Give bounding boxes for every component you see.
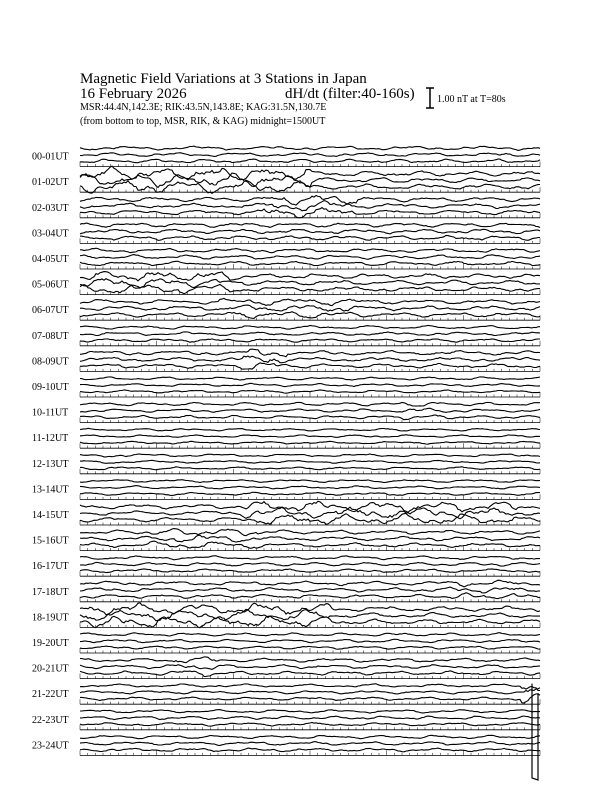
trace-rik bbox=[80, 408, 540, 412]
trace-kag bbox=[80, 146, 540, 150]
hour-row bbox=[32, 529, 540, 551]
trace-spike bbox=[532, 684, 538, 780]
hour-label: 13-14UT bbox=[32, 484, 69, 496]
station-coordinates: MSR:44.4N,142.3E; RIK:43.5N,143.8E; KAG:31.5N,130.7E bbox=[80, 102, 327, 113]
hour-row bbox=[32, 146, 540, 167]
hour-label: 17-18UT bbox=[32, 586, 69, 598]
hour-label: 08-09UT bbox=[32, 356, 69, 368]
trace-kag bbox=[80, 248, 540, 253]
hour-row bbox=[32, 248, 540, 269]
trace-rik bbox=[80, 486, 540, 489]
trace-rik bbox=[80, 665, 540, 670]
hour-row bbox=[32, 349, 540, 371]
hour-label: 20-21UT bbox=[32, 663, 69, 675]
hour-row bbox=[32, 603, 540, 628]
trace-rik bbox=[80, 201, 540, 211]
hour-row bbox=[32, 633, 540, 653]
trace-msr bbox=[80, 312, 540, 319]
trace-kag bbox=[80, 633, 540, 636]
hour-row bbox=[32, 710, 540, 730]
hour-label: 14-15UT bbox=[32, 510, 69, 521]
trace-rik bbox=[80, 229, 540, 234]
trace-rik bbox=[80, 383, 540, 386]
hour-row bbox=[32, 298, 540, 320]
trace-rik bbox=[80, 279, 540, 288]
trace-kag bbox=[80, 580, 540, 587]
hour-row bbox=[32, 501, 540, 525]
hour-label: 01-02UT bbox=[32, 177, 69, 189]
trace-kag bbox=[80, 377, 540, 380]
trace-rik bbox=[80, 332, 540, 336]
hour-label: 00-01UT bbox=[32, 151, 69, 163]
trace-kag bbox=[80, 196, 540, 206]
hour-row bbox=[32, 196, 540, 218]
hour-row bbox=[32, 402, 540, 422]
hour-row bbox=[32, 377, 540, 397]
trace-kag bbox=[80, 556, 540, 560]
trace-rik bbox=[80, 742, 540, 746]
chart-date: 16 February 2026 bbox=[80, 86, 187, 102]
trace-rik bbox=[80, 609, 540, 620]
trace-rik bbox=[80, 716, 540, 720]
hour-label: 02-03UT bbox=[32, 202, 69, 214]
trace-kag bbox=[80, 298, 540, 305]
trace-rik bbox=[80, 153, 540, 157]
hour-label: 16-17UT bbox=[32, 561, 69, 573]
trace-kag bbox=[80, 529, 540, 536]
hour-row bbox=[32, 556, 540, 576]
trace-kag bbox=[80, 684, 540, 691]
trace-kag bbox=[80, 402, 540, 406]
hour-label: 18-19UT bbox=[32, 612, 69, 624]
scale-bar-label: 1.00 nT at T=80s bbox=[437, 94, 506, 105]
hour-label: 06-07UT bbox=[32, 305, 69, 317]
trace-rik bbox=[80, 639, 540, 642]
hour-row bbox=[32, 223, 540, 243]
hour-row bbox=[32, 735, 540, 755]
hour-label: 11-12UT bbox=[32, 433, 69, 445]
hour-label: 19-20UT bbox=[32, 638, 69, 649]
trace-kag bbox=[80, 657, 540, 663]
hour-row bbox=[32, 684, 540, 704]
trace-rik bbox=[80, 255, 540, 260]
trace-kag bbox=[80, 272, 540, 281]
hour-label: 04-05UT bbox=[32, 254, 69, 265]
trace-kag bbox=[80, 735, 540, 738]
trace-msr bbox=[80, 569, 540, 573]
trace-rik bbox=[80, 435, 540, 438]
hour-label: 22-23UT bbox=[32, 714, 69, 726]
scale-bar bbox=[426, 88, 434, 108]
chart-title: Magnetic Field Variations at 3 Stations in Japan bbox=[80, 71, 367, 87]
hour-row bbox=[32, 657, 540, 679]
trace-kag bbox=[80, 480, 540, 483]
hour-row bbox=[32, 325, 540, 345]
trace-kag bbox=[80, 454, 540, 457]
trace-rik bbox=[80, 688, 540, 694]
chart-parameter: dH/dt (filter:40-160s) bbox=[285, 86, 415, 102]
trace-rik bbox=[80, 460, 540, 463]
trace-kag bbox=[80, 325, 540, 329]
trace-kag bbox=[80, 428, 540, 431]
hour-label: 23-24UT bbox=[32, 740, 69, 752]
hour-label: 07-08UT bbox=[32, 330, 69, 342]
trace-rik bbox=[80, 562, 540, 566]
hour-row bbox=[32, 166, 540, 193]
hour-row bbox=[32, 480, 540, 500]
hour-row bbox=[32, 580, 540, 602]
hour-row bbox=[32, 272, 540, 295]
hour-label: 15-16UT bbox=[32, 535, 69, 547]
hour-label: 09-10UT bbox=[32, 382, 69, 393]
hour-row bbox=[32, 428, 540, 448]
hour-label: 03-04UT bbox=[32, 228, 69, 240]
trace-rik bbox=[80, 587, 540, 593]
trace-rik bbox=[80, 305, 540, 311]
station-order-note: (from bottom to top, MSR, RIK, & KAG) midnight=1500UT bbox=[80, 116, 326, 127]
hour-label: 05-06UT bbox=[32, 279, 69, 291]
trace-rik bbox=[80, 356, 540, 363]
trace-kag bbox=[80, 349, 540, 357]
trace-rik bbox=[80, 535, 540, 542]
trace-kag bbox=[80, 710, 540, 714]
hour-label: 21-22UT bbox=[32, 689, 69, 701]
hour-row bbox=[32, 454, 540, 474]
trace-kag bbox=[80, 501, 540, 512]
hour-label: 10-11UT bbox=[32, 407, 69, 419]
hour-label: 12-13UT bbox=[32, 458, 69, 470]
trace-kag bbox=[80, 223, 540, 227]
